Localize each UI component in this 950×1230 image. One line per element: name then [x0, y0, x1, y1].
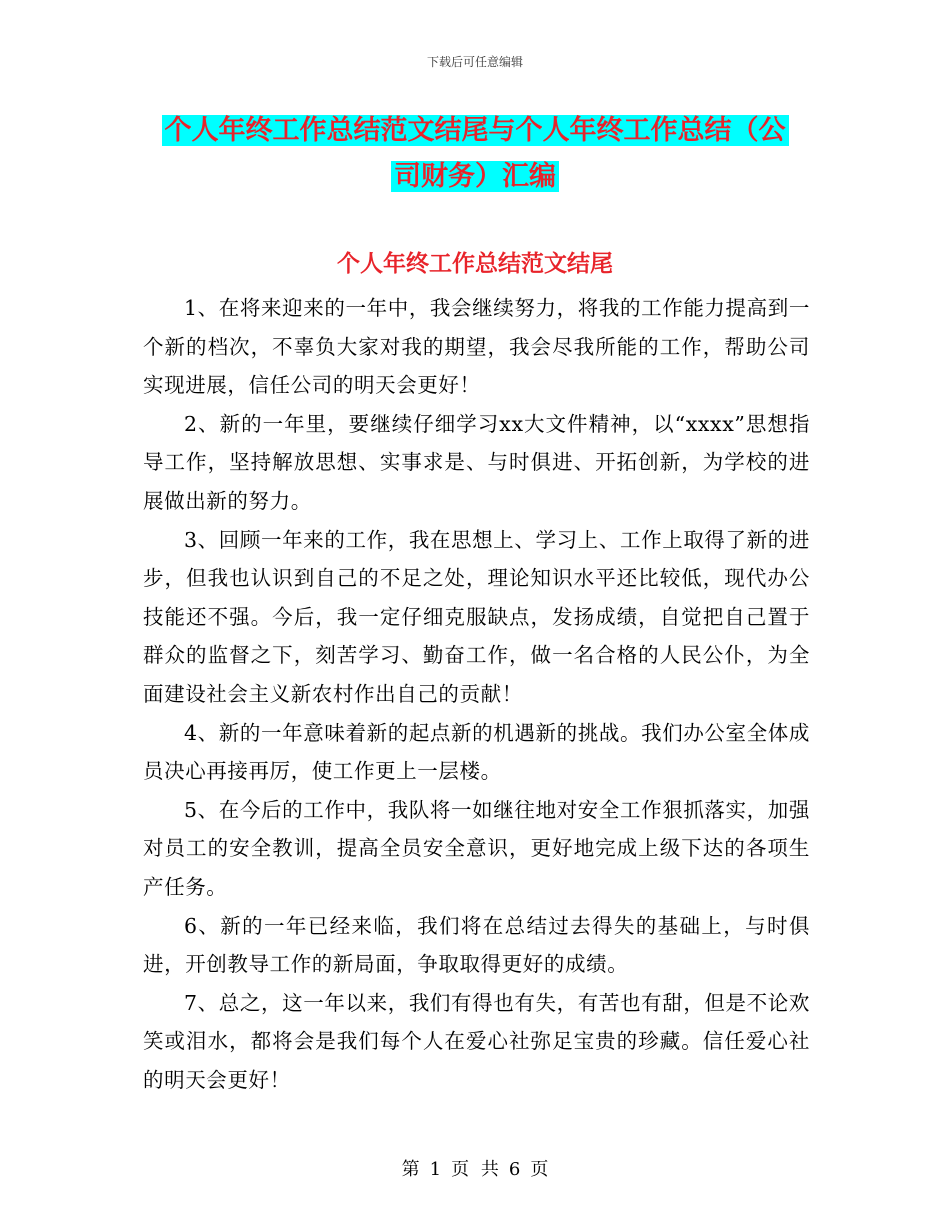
header-note: 下载后可任意编辑 — [426, 55, 523, 69]
section-title: 个人年终工作总结范文结尾 — [337, 251, 613, 277]
footer-prefix: 第 — [401, 1159, 420, 1180]
paragraph-1: 1、在将来迎来的一年中，我会继续努力，将我的工作能力提高到一个新的档次，不辜负大家对我的期望，我会尽我所能的工作，帮助公司实现进展，信任公司的明天会更好！ — [143, 296, 810, 398]
document-title-line-1: 个人年终工作总结范文结尾与个人年终工作总结（公 — [162, 115, 789, 146]
footer-middle: 页 共 — [451, 1159, 499, 1180]
paragraph-2: 2、新的一年里，要继续仔细学习xx大文件精神，以“xxxx”思想指导工作，坚持解放思想、实事求是、与时俱进、开拓创新，为学校的进展做出新的努力。 — [143, 411, 810, 513]
footer-current-page: 1 — [429, 1159, 442, 1180]
paragraph-7: 7、总之，这一年以来，我们有得也有失，有苦也有甜，但是不论欢笑或泪水，都将会是我们每个人在爱心社弥足宝贵的珍藏。信任爱心社的明天会更好！ — [143, 990, 810, 1092]
paragraph-5: 5、在今后的工作中，我队将一如继往地对安全工作狠抓落实，加强对员工的安全教训，提高全员安全意识，更好地完成上级下达的各项生产任务。 — [143, 797, 810, 899]
paragraph-6: 6、新的一年已经来临，我们将在总结过去得失的基础上，与时俱进，开创教导工作的新局面，争取取得更好的成绩。 — [143, 913, 810, 977]
document-title — [140, 108, 810, 200]
document-title-line-2: 司财务）汇编 — [391, 161, 559, 192]
document-body — [143, 289, 810, 1099]
footer-total-pages: 6 — [508, 1159, 521, 1180]
page-footer — [0, 1155, 950, 1181]
footer-suffix: 页 — [530, 1159, 549, 1180]
paragraph-4: 4、新的一年意味着新的起点新的机遇新的挑战。我们办公室全体成员决心再接再厉，使工作更上一层楼。 — [143, 720, 810, 784]
paragraph-3: 3、回顾一年来的工作，我在思想上、学习上、工作上取得了新的进步，但我也认识到自己的不足之处，理论知识水平还比较低，现代办公技能还不强。今后，我一定仔细克服缺点，发扬成绩，自觉把自己置于群众的监督之下，刻苦学习、勤奋工作，做一名合格的人民公仆，为全面建设社会主义新农村作出自己的贡献！ — [143, 527, 810, 706]
